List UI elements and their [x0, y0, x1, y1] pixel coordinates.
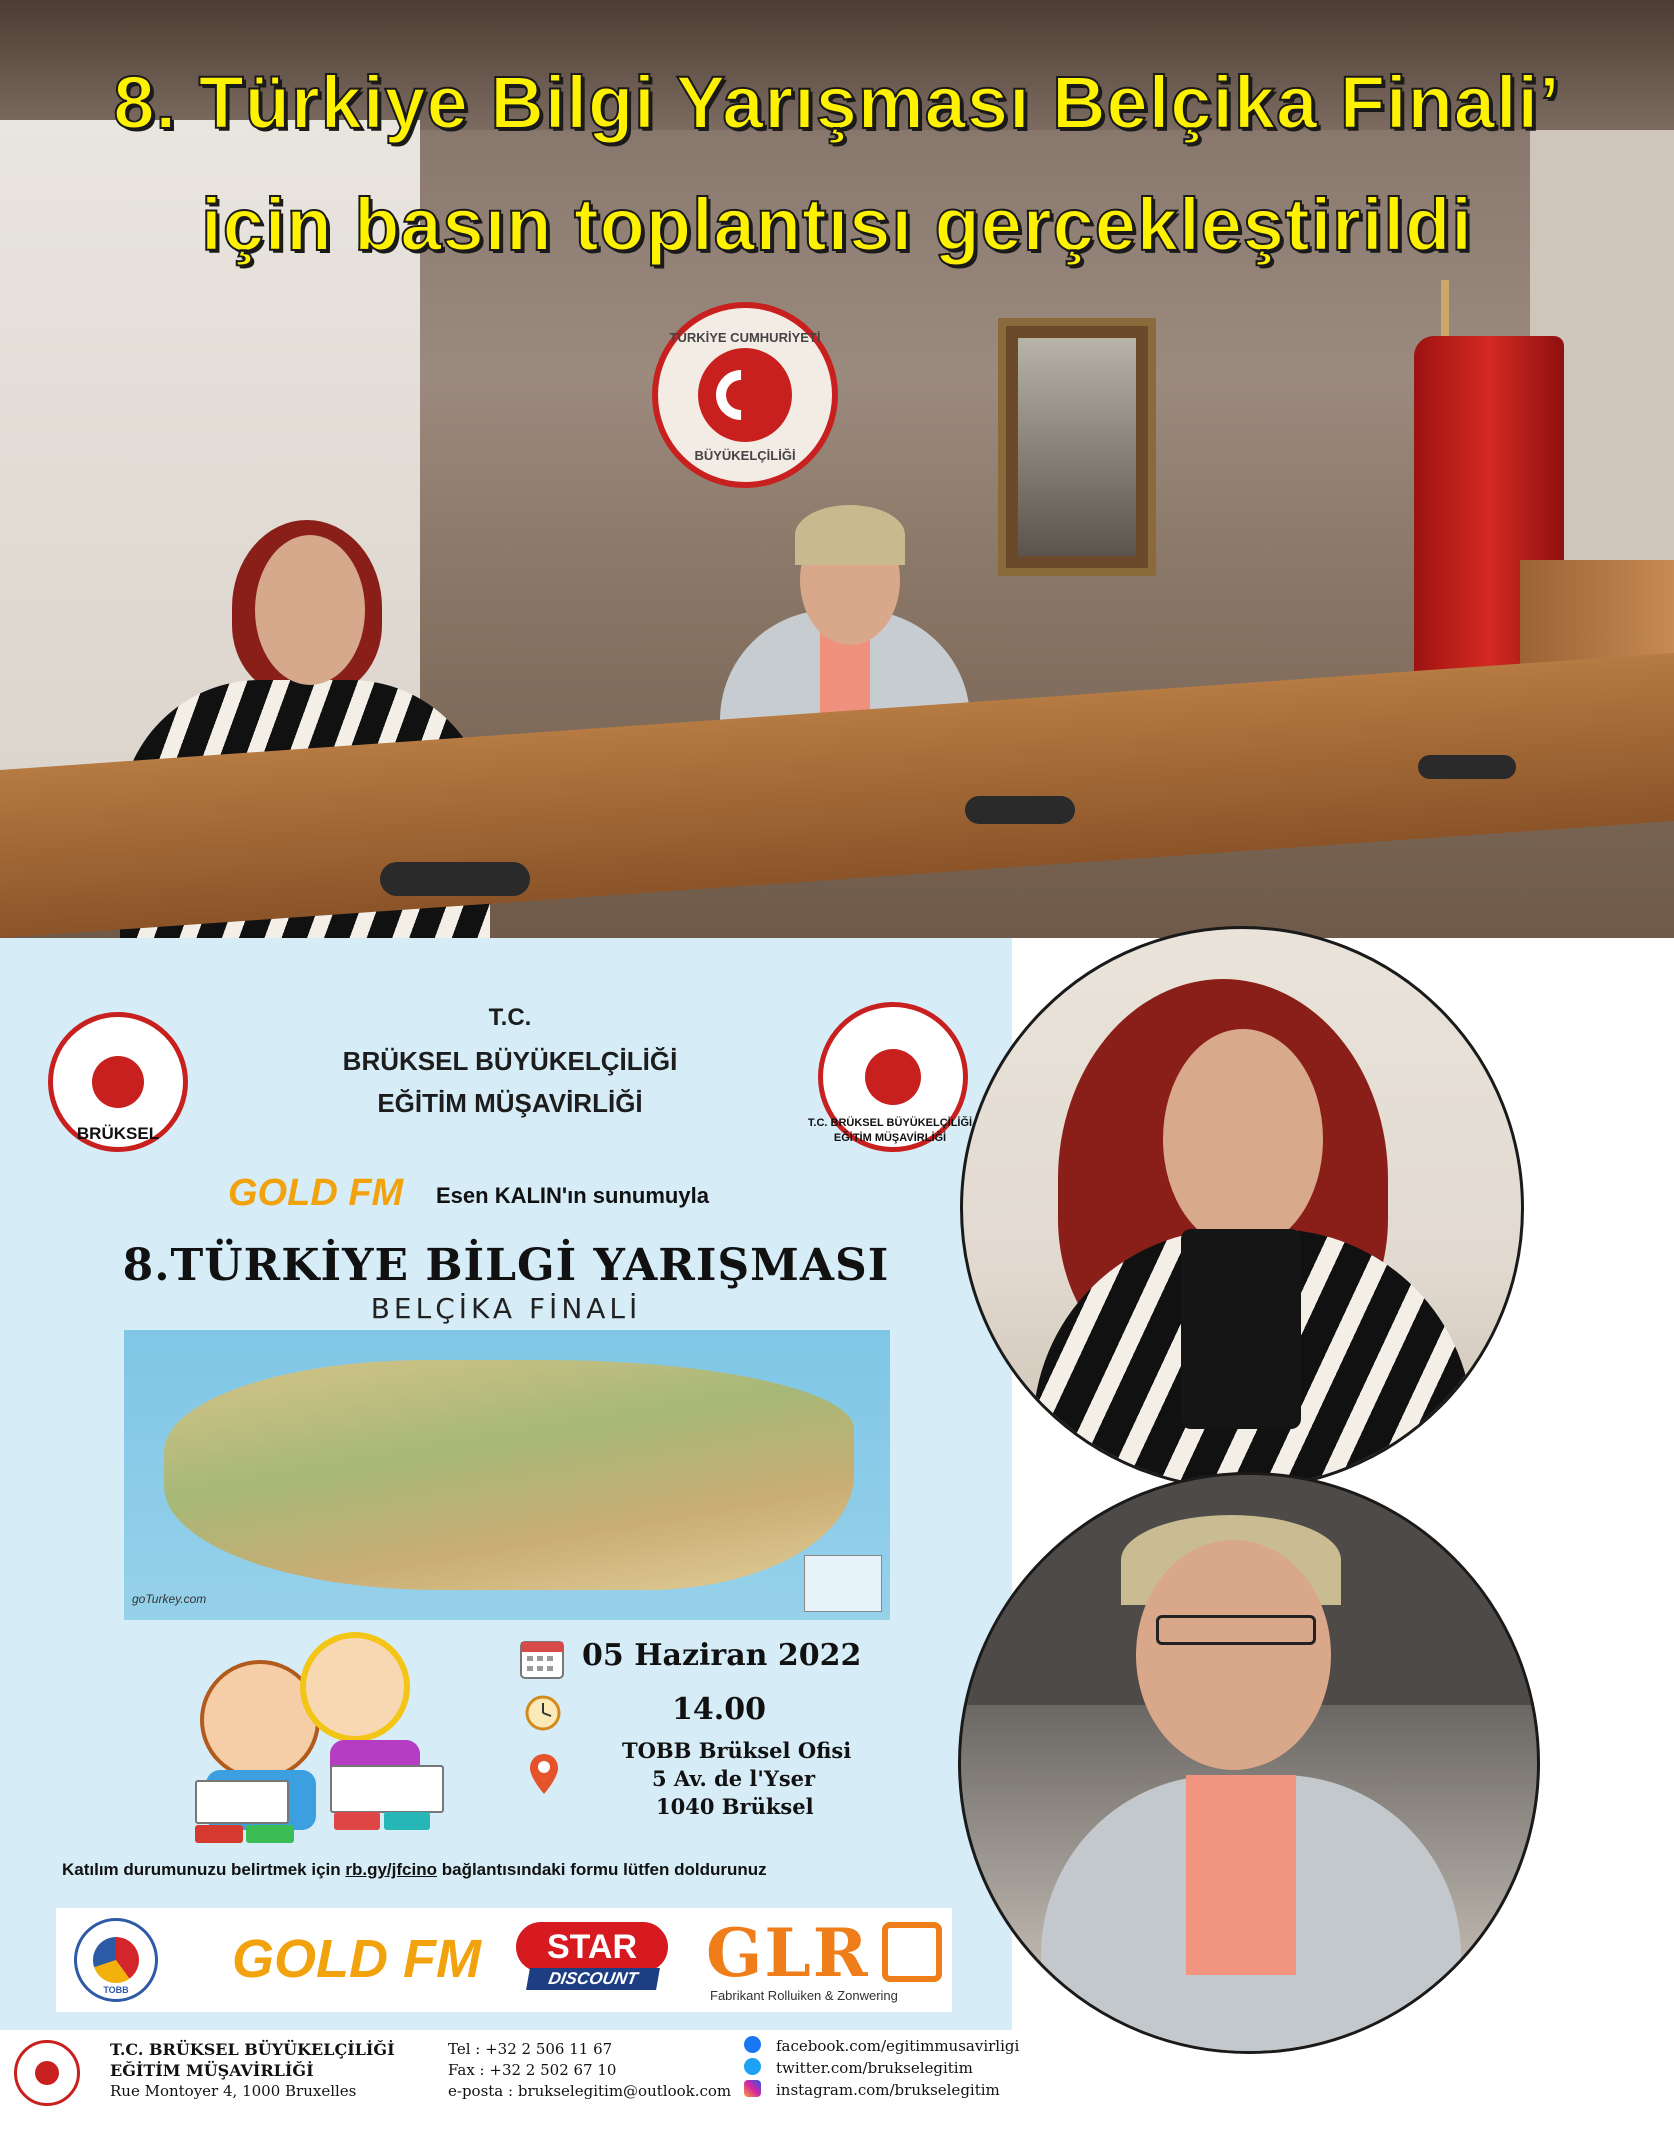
poster-subtitle: BELÇİKA FİNALİ — [370, 1292, 642, 1325]
poster-title: 8.TÜRKİYE BİLGİ YARIŞMASI — [122, 1240, 890, 1291]
turkey-map — [124, 1330, 890, 1620]
woman-face — [255, 535, 365, 685]
map-credit: goTurkey.com — [132, 1592, 207, 1606]
ministry-footer-seal — [14, 2040, 80, 2106]
seal-caption: BRÜKSEL — [76, 1124, 160, 1143]
rsvp-link[interactable]: rb.gy/jfcino — [345, 1860, 437, 1879]
book-red — [195, 1825, 243, 1843]
location-pin-icon — [528, 1752, 560, 1796]
gold-fm-logo: GOLD FM — [228, 1172, 404, 1214]
open-book — [195, 1780, 289, 1824]
microphone-icon — [380, 862, 530, 896]
girl-illustration — [300, 1632, 410, 1742]
book-green — [246, 1825, 294, 1843]
event-date: 05 Haziran 2022 — [582, 1638, 862, 1673]
map-inset — [804, 1555, 882, 1612]
ministry-seal — [818, 1002, 968, 1152]
book-red — [334, 1812, 380, 1830]
embassy-emblem — [652, 302, 838, 488]
man-hair — [795, 505, 905, 565]
headline-line-2: için basın toplantısı gerçekleştirildi — [201, 183, 1473, 266]
poster-header-tc: T.C. — [488, 1004, 532, 1031]
glr-subtitle: Fabrikant Rolluiken & Zonwering — [710, 1988, 898, 2003]
footer-email[interactable]: e-posta : brukselegitim@outlook.com — [448, 2082, 732, 2100]
turkey-land — [164, 1360, 854, 1590]
footer-fax: Fax : +32 2 502 67 10 — [448, 2061, 617, 2079]
rsvp-text-pre: Katılım durumunuzu belirtmek için — [62, 1860, 341, 1879]
poster-header-embassy: BRÜKSEL BÜYÜKELÇİLİĞİ — [342, 1046, 678, 1076]
tobb-logo: TOBB — [74, 1918, 158, 2002]
press-conference-photo — [0, 0, 1674, 938]
woman-portrait-circle — [960, 926, 1524, 1490]
clock-icon — [524, 1694, 562, 1732]
microphone-icon — [965, 796, 1075, 824]
venue-line-2: 5 Av. de l'Yser — [652, 1766, 816, 1791]
footer-org-1: T.C. BRÜKSEL BÜYÜKELÇİLİĞİ — [110, 2040, 395, 2059]
emblem-top-text: TÜRKİYE CUMHURİYETİ — [669, 330, 821, 345]
open-book — [330, 1765, 444, 1813]
venue-line-1: TOBB Brüksel Ofisi — [622, 1738, 852, 1763]
headline-line-1: 8. Türkiye Bilgi Yarışması Belçika Finali’ — [113, 61, 1561, 144]
gold-fm-sponsor-logo: GOLD FM — [232, 1929, 481, 1989]
glr-logo: GLR — [706, 1914, 870, 1992]
footer-tel: Tel : +32 2 506 11 67 — [448, 2040, 613, 2058]
book-teal — [384, 1812, 430, 1830]
star-discount-logo: STAR DISCOUNT — [516, 1922, 668, 1996]
microphone-icon — [1418, 755, 1516, 779]
rsvp-line — [62, 1860, 767, 1880]
footer-facebook[interactable]: facebook.com/egitimmusavirligi — [776, 2037, 1020, 2055]
twitter-icon — [744, 2058, 761, 2075]
presenter-line: Esen KALIN'ın sunumuyla — [436, 1183, 709, 1208]
poster-header-office: EĞİTİM MÜŞAVİRLİĞİ — [377, 1088, 643, 1118]
facebook-icon — [744, 2036, 761, 2053]
footer-address: Rue Montoyer 4, 1000 Bruxelles — [110, 2082, 357, 2100]
ministry-caption-1: T.C. BRÜKSEL BÜYÜKELÇİLİĞİ — [807, 1117, 973, 1129]
ministry-caption-2: EĞİTİM MÜŞAVİRLİĞİ — [833, 1132, 947, 1144]
calendar-icon — [519, 1636, 565, 1680]
emblem-bottom-text: BÜYÜKELÇİLİĞİ — [694, 448, 796, 463]
sponsor-bar — [56, 1908, 952, 2012]
glr-p-icon — [882, 1922, 942, 1982]
footer-instagram[interactable]: instagram.com/brukselegitim — [776, 2081, 1000, 2099]
instagram-icon — [744, 2080, 761, 2097]
footer-twitter[interactable]: twitter.com/brukselegitim — [776, 2059, 973, 2077]
rsvp-text-post: bağlantısındaki formu lütfen doldurunuz — [441, 1860, 767, 1879]
venue-line-3: 1040 Brüksel — [656, 1794, 814, 1819]
man-portrait-circle — [958, 1472, 1540, 2054]
footer-org-2: EĞİTİM MÜŞAVİRLİĞİ — [110, 2061, 314, 2080]
event-time: 14.00 — [672, 1692, 766, 1727]
framed-portrait — [998, 318, 1156, 576]
